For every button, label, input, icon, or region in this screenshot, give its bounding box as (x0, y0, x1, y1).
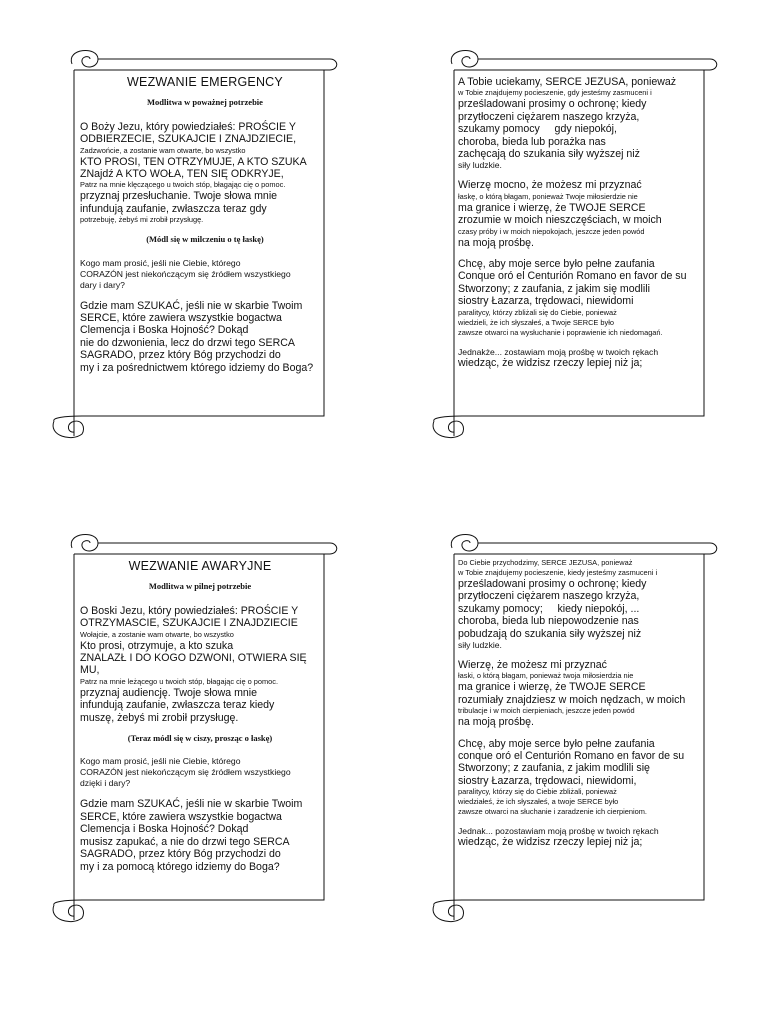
text-line: prześladowani prosimy o ochronę; kiedy (458, 98, 647, 111)
prayer-card-continuation-2 (426, 520, 736, 940)
text-line: Patrz na mnie klęczącego u twoich stóp, błagając cię o pomoc. (80, 180, 286, 190)
text-line: SAGRADO, przez który Bóg przychodzi do (80, 848, 281, 861)
text-line: pobudzają do szukania siły wyższej niż (458, 627, 642, 640)
text-line: zawsze otwarci na wysłuchanie i poprawienie ich niedomagań. (458, 327, 663, 337)
text-line: choroba, bieda lub niepowodzenie nas (458, 615, 639, 628)
text-line: potrzebuję, żebyś mi zrobił przysługę. (80, 215, 204, 225)
text-line: Wierzę mocno, że możesz mi przyznać (458, 179, 642, 192)
text-line: nie do dzwonienia, lecz do drzwi tego SERCA (80, 336, 295, 349)
text-line: CORAZÓN jest niekończącym się źródłem wszystkiego (80, 268, 291, 279)
text-line: SERCE, które zawiera wszystkie bogactwa (80, 312, 282, 325)
text-line: zrozumie w moich nieszczęściach, w moich (458, 214, 662, 227)
card-title: WEZWANIE EMERGENCY (127, 75, 283, 89)
card-text (458, 76, 698, 369)
text-line: przyznaj przesłuchanie. Twoje słowa mnie (80, 190, 278, 203)
text-line: Wierzę, że możesz mi przyznać (458, 659, 607, 672)
text-line: wiedząc, że widzisz rzeczy lepiej niż ja; (458, 356, 643, 369)
prayer-card-emergency (46, 46, 356, 456)
card-title: WEZWANIE AWARYJNE (128, 559, 272, 573)
text-line: muszę, żebyś mi zrobił przysługę. (80, 711, 239, 724)
text-line: na moją prośbę. (458, 716, 534, 729)
text-line: przytłoczeni ciężarem naszego krzyża, (458, 110, 640, 123)
text-line: wiedząc, że widzisz rzeczy lepiej niż ja; (458, 836, 643, 849)
text-line: przytłoczeni ciężarem naszego krzyża, (458, 590, 640, 603)
text-line: CORAZÓN jest niekończącym się źródłem wszystkiego (80, 767, 291, 778)
text-line: O Boski Jezu, który powiedziałeś: PROŚCIE Y (80, 604, 299, 617)
text-line: KTO PROSI, TEN OTRZYMUJE, A KTO SZUKA (80, 155, 307, 168)
text-line: łaski, o którą błagam, ponieważ twoja miłosierdzia nie (458, 671, 634, 681)
prayer-card-awaryjne (46, 520, 356, 940)
text-line: szukamy pomocy gdy niepokój, (458, 123, 617, 136)
text-line: paralitycy, którzy się do Ciebie zbliżali, ponieważ (458, 787, 617, 797)
text-line: łaskę, o którą błagam, ponieważ Twoje miłosierdzie nie (458, 191, 638, 201)
text-line: paralitycy, którzy zbliżali się do Ciebie, ponieważ (458, 307, 617, 317)
text-line: Wołajcie, a zostanie wam otwarte, bo wszystko (80, 629, 234, 639)
text-line: Kogo mam prosić, jeśli nie Ciebie, którego (80, 257, 241, 268)
card-subtitle: Modlitwa w pilnej potrzebie (148, 581, 252, 592)
text-line: conque oró el Centurión Romano en favor de su (458, 750, 685, 763)
text-line: rozumiały znajdziesz w moich nędzach, w moich (458, 693, 686, 706)
text-line: ZNajdź A KTO WOŁA, TEN SIĘ ODKRYJE, (80, 168, 284, 181)
text-line: Chcę, aby moje serce było pełne zaufania (458, 737, 655, 750)
text-line: A Tobie uciekamy, SERCE JEZUSA, ponieważ (458, 76, 677, 88)
text-line: szukamy pomocy; kiedy niepokój, ... (458, 602, 640, 615)
text-line: my i za pomocą którego idziemy do Boga? (80, 860, 280, 873)
card-text (458, 558, 698, 849)
prayer-card-continuation-1 (426, 46, 736, 456)
text-line: Clemencja i Boska Hojność? Dokąd (80, 324, 249, 337)
text-line: wiedziałeś, że ich słyszałeś, a twoje SERCE było (458, 797, 619, 807)
text-line: Jednak... pozostawiam moją prośbę w twoich rękach (458, 826, 659, 837)
text-line: dary i dary? (80, 279, 125, 290)
card-note: (Teraz módl się w ciszy, prosząc o łaskę) (127, 733, 273, 744)
text-line: czasy próby i w moich niepokojach, jeszcze jeden powód (458, 226, 645, 236)
text-line: Patrz na mnie leżącego u twoich stóp, błagając cię o pomoc. (80, 676, 279, 686)
text-line: OTRZYMASCIE, SZUKAJCIE I ZNAJDZIECIE (80, 617, 298, 630)
text-line: prześladowani prosimy o ochronę; kiedy (458, 578, 647, 590)
text-line: przyznaj audiencję. Twoje słowa mnie (80, 686, 258, 699)
text-line: Conque oró el Centurión Romano en favor de su (458, 270, 687, 283)
text-line: w Tobie znajdujemy pocieszenie, kiedy jesteśmy zasmuceni i (458, 568, 658, 577)
text-line: O Boży Jezu, który powiedziałeś: PROŚCIE Y (80, 120, 296, 133)
text-line: ZNALAZŁ I DO KOGO DZWONI, OTWIERA SIĘ MU, (80, 652, 307, 677)
text-line: infundują zaufanie, zwłaszcza teraz kiedy (80, 699, 275, 712)
text-line: zawsze otwarci na słuchanie i zaradzenie ich cierpieniom. (458, 807, 647, 817)
card-note: (Módl się w milczeniu o tę łaskę) (146, 234, 264, 245)
text-line: SERCE, które zawiera wszystkie bogactwa (80, 810, 282, 823)
text-line: Zadzwońcie, a zostanie wam otwarte, bo wszystko (80, 145, 246, 155)
text-line: siły ludzkie. (458, 640, 502, 651)
text-line: na moją prośbę. (458, 236, 534, 249)
text-line: wiedzieli, że ich słyszałeś, a Twoje SERCE było (458, 317, 614, 327)
text-line: Gdzie mam SZUKAĆ, jeśli nie w skarbie Twoim (80, 299, 303, 312)
text-line: siły ludzkie. (458, 160, 502, 171)
text-line: Stworzony; z zaufania, z jakim się modlili (458, 282, 650, 295)
text-line: ODBIERZECIE, SZUKAJCIE I ZNAJDZIECIE, (80, 133, 297, 146)
text-line: infundują zaufanie, zwłaszcza teraz gdy (80, 202, 267, 215)
text-line: SAGRADO, przez który Bóg przychodzi do (80, 349, 281, 362)
text-line: w Tobie znajdujemy pocieszenie, gdy jesteśmy zasmuceni i (458, 88, 652, 98)
text-line: Do Ciebie przychodzimy, SERCE JEZUSA, ponieważ (458, 558, 633, 567)
text-line: musisz zapukać, a nie do drzwi tego SERCA (80, 835, 290, 848)
card-text (80, 560, 320, 873)
text-line: siostry Łazarza, trędowaci, niewidomi, (458, 774, 637, 787)
text-line: ma granice i wierzę, że TWOJE SERCE (458, 681, 646, 694)
text-line: ma granice i wierzę, że TWOJE SERCE (458, 201, 646, 214)
text-line: Gdzie mam SZUKAĆ, jeśli nie w skarbie Twoim (80, 798, 303, 811)
text-line: dzięki i dary? (80, 778, 131, 789)
text-line: siostry Łazarza, trędowaci, niewidomi (458, 295, 634, 308)
text-line: choroba, bieda lub porażka nas (458, 135, 606, 148)
text-line: my i za pośrednictwem którego idziemy do Boga? (80, 361, 314, 374)
text-line: Chcę, aby moje serce było pełne zaufania (458, 258, 655, 271)
card-text (80, 76, 330, 374)
text-line: tribulacje i w moich cierpieniach, jeszcze jeden powód (458, 706, 635, 716)
text-line: zachęcają do szukania siły wyższej niż (458, 148, 640, 161)
text-line: Kogo mam prosić, jeśli nie Ciebie, którego (80, 756, 241, 767)
text-line: Jednakże... zostawiam moją prośbę w twoich rękach (458, 346, 659, 357)
card-subtitle: Modlitwa w poważnej potrzebie (147, 97, 263, 108)
text-line: Stworzony; z zaufania, z jakim modlili się (458, 762, 650, 775)
text-line: Clemencja i Boska Hojność? Dokąd (80, 823, 249, 836)
text-line: Kto prosi, otrzymuje, a kto szuka (80, 639, 234, 652)
